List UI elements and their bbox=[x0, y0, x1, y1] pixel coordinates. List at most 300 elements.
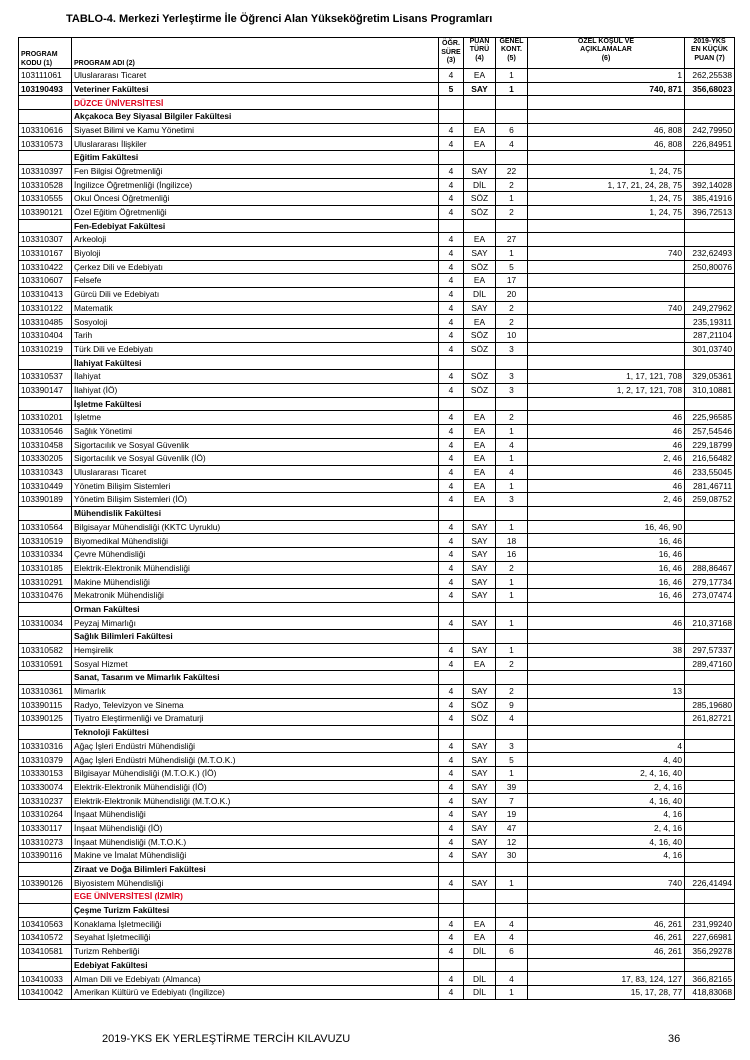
program-name-cell: Tiyatro Eleştirmenliği ve Dramaturji bbox=[72, 712, 439, 726]
program-name-cell: Felsefe bbox=[72, 274, 439, 288]
program-code-cell: 103330153 bbox=[19, 767, 72, 781]
score-type-cell: SAY bbox=[464, 589, 496, 603]
document-title: TABLO-4. Merkezi Yerleştirme İle Öğrenci Alan Yükseköğretim Lisans Programları bbox=[66, 13, 493, 25]
min-score-cell: 287,21104 bbox=[685, 329, 735, 343]
duration-cell: 4 bbox=[439, 767, 464, 781]
quota-cell: 30 bbox=[496, 849, 528, 863]
program-name-cell: Sosyal Hizmet bbox=[72, 657, 439, 671]
duration-cell: 4 bbox=[439, 205, 464, 219]
score-type-cell: EA bbox=[464, 424, 496, 438]
table-row bbox=[19, 260, 735, 274]
score-type-cell bbox=[464, 630, 496, 644]
table-row bbox=[19, 178, 735, 192]
special-conditions-cell bbox=[528, 260, 685, 274]
special-conditions-cell bbox=[528, 657, 685, 671]
special-conditions-cell: 13 bbox=[528, 684, 685, 698]
table-row bbox=[19, 876, 735, 890]
special-conditions-cell bbox=[528, 233, 685, 247]
program-code-cell bbox=[19, 602, 72, 616]
special-conditions-cell: 16, 46, 90 bbox=[528, 520, 685, 534]
header-line: AÇIKLAMALAR bbox=[580, 46, 632, 54]
table-row bbox=[19, 780, 735, 794]
program-code-cell: 103330074 bbox=[19, 780, 72, 794]
quota-cell: 2 bbox=[496, 684, 528, 698]
table-row bbox=[19, 575, 735, 589]
score-type-cell bbox=[464, 602, 496, 616]
special-conditions-cell bbox=[528, 862, 685, 876]
min-score-cell: 210,37168 bbox=[685, 616, 735, 630]
table-row bbox=[19, 370, 735, 384]
min-score-cell: 233,55045 bbox=[685, 465, 735, 479]
program-name-cell: Arkeoloji bbox=[72, 233, 439, 247]
min-score-cell bbox=[685, 890, 735, 904]
table-row bbox=[19, 424, 735, 438]
header-line: GENEL bbox=[499, 38, 524, 45]
score-type-cell: SAY bbox=[464, 534, 496, 548]
programs-table bbox=[18, 37, 735, 1000]
score-type-cell: SAY bbox=[464, 82, 496, 96]
quota-cell bbox=[496, 507, 528, 521]
program-name-cell: Elektrik-Elektronik Mühendisliği (İÖ) bbox=[72, 780, 439, 794]
program-code-cell: 103390116 bbox=[19, 849, 72, 863]
program-code-cell: 103390125 bbox=[19, 712, 72, 726]
duration-cell: 4 bbox=[439, 438, 464, 452]
score-type-cell: EA bbox=[464, 917, 496, 931]
program-code-cell: 103310582 bbox=[19, 643, 72, 657]
duration-cell: 4 bbox=[439, 780, 464, 794]
program-code-cell: 103310476 bbox=[19, 589, 72, 603]
quota-cell: 17 bbox=[496, 274, 528, 288]
program-name-cell: Veteriner Fakültesi bbox=[72, 82, 439, 96]
duration-cell: 4 bbox=[439, 739, 464, 753]
program-name-cell: Bilgisayar Mühendisliği (M.T.O.K.) (İÖ) bbox=[72, 767, 439, 781]
special-conditions-cell: 46 bbox=[528, 479, 685, 493]
header-score-type bbox=[464, 38, 496, 69]
duration-cell bbox=[439, 602, 464, 616]
program-code-cell: 103310397 bbox=[19, 164, 72, 178]
score-type-cell: SÖZ bbox=[464, 342, 496, 356]
special-conditions-cell bbox=[528, 958, 685, 972]
program-code-cell: 103310307 bbox=[19, 233, 72, 247]
quota-cell: 1 bbox=[496, 424, 528, 438]
table-row bbox=[19, 315, 735, 329]
program-code-cell: 103310334 bbox=[19, 548, 72, 562]
program-name-cell: Mimarlık bbox=[72, 684, 439, 698]
min-score-cell: 257,54546 bbox=[685, 424, 735, 438]
special-conditions-cell: 46 bbox=[528, 424, 685, 438]
faculty-heading-row bbox=[19, 219, 735, 233]
score-type-cell bbox=[464, 507, 496, 521]
program-code-cell: 103310616 bbox=[19, 123, 72, 137]
quota-cell: 1 bbox=[496, 767, 528, 781]
duration-cell bbox=[439, 356, 464, 370]
score-type-cell bbox=[464, 110, 496, 124]
score-type-cell: SAY bbox=[464, 520, 496, 534]
table-row bbox=[19, 548, 735, 562]
min-score-cell bbox=[685, 835, 735, 849]
score-type-cell: SAY bbox=[464, 739, 496, 753]
min-score-cell bbox=[685, 780, 735, 794]
score-type-cell: EA bbox=[464, 315, 496, 329]
duration-cell: 4 bbox=[439, 945, 464, 959]
quota-cell: 6 bbox=[496, 945, 528, 959]
duration-cell: 4 bbox=[439, 411, 464, 425]
min-score-cell: 385,41916 bbox=[685, 192, 735, 206]
score-type-cell: SÖZ bbox=[464, 260, 496, 274]
table-row bbox=[19, 712, 735, 726]
duration-cell bbox=[439, 397, 464, 411]
min-score-cell: 289,47160 bbox=[685, 657, 735, 671]
score-type-cell: EA bbox=[464, 479, 496, 493]
table-row bbox=[19, 657, 735, 671]
program-name-cell: Çevre Mühendisliği bbox=[72, 548, 439, 562]
program-name-cell: İlahiyat bbox=[72, 370, 439, 384]
special-conditions-cell bbox=[528, 342, 685, 356]
program-code-cell: 103310201 bbox=[19, 411, 72, 425]
min-score-cell: 250,80076 bbox=[685, 260, 735, 274]
special-conditions-cell: 38 bbox=[528, 643, 685, 657]
min-score-cell bbox=[685, 602, 735, 616]
table-row bbox=[19, 438, 735, 452]
min-score-cell: 366,82165 bbox=[685, 972, 735, 986]
duration-cell: 4 bbox=[439, 137, 464, 151]
program-code-cell: 103410042 bbox=[19, 986, 72, 1000]
score-type-cell bbox=[464, 890, 496, 904]
min-score-cell: 242,79950 bbox=[685, 123, 735, 137]
special-conditions-cell: 2, 46 bbox=[528, 493, 685, 507]
quota-cell: 1 bbox=[496, 589, 528, 603]
score-type-cell: SAY bbox=[464, 548, 496, 562]
score-type-cell: SAY bbox=[464, 684, 496, 698]
special-conditions-cell: 2, 4, 16 bbox=[528, 780, 685, 794]
quota-cell: 39 bbox=[496, 780, 528, 794]
table-row bbox=[19, 192, 735, 206]
program-name-cell: DÜZCE ÜNİVERSİTESİ bbox=[72, 96, 439, 110]
special-conditions-cell: 46 bbox=[528, 465, 685, 479]
quota-cell: 1 bbox=[496, 520, 528, 534]
quota-cell: 4 bbox=[496, 465, 528, 479]
min-score-cell bbox=[685, 808, 735, 822]
duration-cell: 4 bbox=[439, 342, 464, 356]
program-code-cell: 103310573 bbox=[19, 137, 72, 151]
header-line: SÜRE bbox=[441, 48, 461, 56]
table-row bbox=[19, 739, 735, 753]
duration-cell bbox=[439, 219, 464, 233]
score-type-cell bbox=[464, 151, 496, 165]
program-code-cell: 103310458 bbox=[19, 438, 72, 452]
program-name-cell: Ağaç İşleri Endüstri Mühendisliği bbox=[72, 739, 439, 753]
table-row bbox=[19, 233, 735, 247]
duration-cell bbox=[439, 862, 464, 876]
min-score-cell bbox=[685, 862, 735, 876]
duration-cell: 4 bbox=[439, 274, 464, 288]
min-score-cell bbox=[685, 753, 735, 767]
min-score-cell bbox=[685, 356, 735, 370]
program-code-cell: 103310607 bbox=[19, 274, 72, 288]
footer-guide-title: 2019-YKS EK YERLEŞTİRME TERCİH KILAVUZU bbox=[102, 1033, 351, 1045]
min-score-cell bbox=[685, 534, 735, 548]
quota-cell bbox=[496, 862, 528, 876]
table-row bbox=[19, 589, 735, 603]
program-code-cell: 103310404 bbox=[19, 329, 72, 343]
duration-cell: 4 bbox=[439, 712, 464, 726]
min-score-cell: 418,83068 bbox=[685, 986, 735, 1000]
special-conditions-cell: 4, 40 bbox=[528, 753, 685, 767]
duration-cell: 5 bbox=[439, 82, 464, 96]
program-code-cell: 103310528 bbox=[19, 178, 72, 192]
special-conditions-cell: 16, 46 bbox=[528, 534, 685, 548]
header-row bbox=[19, 38, 735, 69]
program-code-cell: 103111061 bbox=[19, 69, 72, 83]
min-score-cell: 226,84951 bbox=[685, 137, 735, 151]
score-type-cell bbox=[464, 397, 496, 411]
header-line: ÖĞR. bbox=[442, 40, 460, 48]
min-score-cell: 227,66981 bbox=[685, 931, 735, 945]
duration-cell: 4 bbox=[439, 986, 464, 1000]
header-line: PROGRAM ADI (2) bbox=[74, 59, 135, 67]
quota-cell: 3 bbox=[496, 370, 528, 384]
program-name-cell: Yönetim Bilişim Sistemleri bbox=[72, 479, 439, 493]
quota-cell: 1 bbox=[496, 192, 528, 206]
program-code-cell: 103330117 bbox=[19, 821, 72, 835]
duration-cell: 4 bbox=[439, 575, 464, 589]
score-type-cell bbox=[464, 356, 496, 370]
faculty-heading-row bbox=[19, 602, 735, 616]
table-row bbox=[19, 342, 735, 356]
duration-cell: 4 bbox=[439, 329, 464, 343]
quota-cell: 2 bbox=[496, 301, 528, 315]
program-name-cell: Sosyoloji bbox=[72, 315, 439, 329]
table-row bbox=[19, 288, 735, 302]
special-conditions-cell: 46, 261 bbox=[528, 931, 685, 945]
duration-cell: 4 bbox=[439, 876, 464, 890]
special-conditions-cell: 46, 261 bbox=[528, 945, 685, 959]
quota-cell bbox=[496, 219, 528, 233]
duration-cell bbox=[439, 958, 464, 972]
min-score-cell bbox=[685, 110, 735, 124]
min-score-cell: 261,82721 bbox=[685, 712, 735, 726]
duration-cell: 4 bbox=[439, 684, 464, 698]
program-code-cell: 103310422 bbox=[19, 260, 72, 274]
duration-cell: 4 bbox=[439, 465, 464, 479]
program-code-cell: 103410563 bbox=[19, 917, 72, 931]
header-line: (4) bbox=[475, 54, 484, 62]
program-name-cell: Sigortacılık ve Sosyal Güvenlik (İÖ) bbox=[72, 452, 439, 466]
header-line: (5) bbox=[507, 54, 516, 62]
program-code-cell: 103310034 bbox=[19, 616, 72, 630]
score-type-cell: EA bbox=[464, 137, 496, 151]
header-line: 2019-YKS bbox=[693, 38, 726, 45]
quota-cell: 27 bbox=[496, 233, 528, 247]
program-code-cell: 103310379 bbox=[19, 753, 72, 767]
program-name-cell: Biyoloji bbox=[72, 246, 439, 260]
min-score-cell bbox=[685, 548, 735, 562]
faculty-heading-row bbox=[19, 630, 735, 644]
program-name-cell: Teknoloji Fakültesi bbox=[72, 726, 439, 740]
table-row bbox=[19, 452, 735, 466]
header-line: EN KÜÇÜK bbox=[691, 46, 728, 54]
program-name-cell: Okul Öncesi Öğretmenliği bbox=[72, 192, 439, 206]
faculty-heading-row bbox=[19, 671, 735, 685]
special-conditions-cell: 740 bbox=[528, 301, 685, 315]
table-row bbox=[19, 479, 735, 493]
table-row bbox=[19, 945, 735, 959]
score-type-cell: SAY bbox=[464, 753, 496, 767]
min-score-cell: 356,68023 bbox=[685, 82, 735, 96]
duration-cell bbox=[439, 151, 464, 165]
program-name-cell: Elektrik-Elektronik Mühendisliği bbox=[72, 561, 439, 575]
quota-cell: 4 bbox=[496, 137, 528, 151]
quota-cell bbox=[496, 96, 528, 110]
program-name-cell: Çerkez Dili ve Edebiyatı bbox=[72, 260, 439, 274]
header-line: (6) bbox=[601, 54, 611, 62]
duration-cell: 4 bbox=[439, 383, 464, 397]
duration-cell: 4 bbox=[439, 931, 464, 945]
table-row bbox=[19, 274, 735, 288]
score-type-cell: SAY bbox=[464, 575, 496, 589]
quota-cell: 22 bbox=[496, 164, 528, 178]
table-row bbox=[19, 643, 735, 657]
score-type-cell: SÖZ bbox=[464, 370, 496, 384]
program-code-cell bbox=[19, 110, 72, 124]
program-code-cell: 103310591 bbox=[19, 657, 72, 671]
score-type-cell: SÖZ bbox=[464, 192, 496, 206]
program-code-cell: 103310537 bbox=[19, 370, 72, 384]
quota-cell: 5 bbox=[496, 753, 528, 767]
program-code-cell bbox=[19, 397, 72, 411]
duration-cell: 4 bbox=[439, 849, 464, 863]
special-conditions-cell bbox=[528, 329, 685, 343]
min-score-cell: 310,10881 bbox=[685, 383, 735, 397]
program-code-cell: 103310361 bbox=[19, 684, 72, 698]
duration-cell bbox=[439, 96, 464, 110]
special-conditions-cell bbox=[528, 903, 685, 917]
score-type-cell: SÖZ bbox=[464, 712, 496, 726]
quota-cell: 1 bbox=[496, 246, 528, 260]
quota-cell: 2 bbox=[496, 178, 528, 192]
duration-cell: 4 bbox=[439, 370, 464, 384]
duration-cell: 4 bbox=[439, 753, 464, 767]
program-name-cell: Turizm Rehberliği bbox=[72, 945, 439, 959]
min-score-cell bbox=[685, 507, 735, 521]
program-name-cell: Ağaç İşleri Endüstri Mühendisliği (M.T.O.K.) bbox=[72, 753, 439, 767]
table-row bbox=[19, 301, 735, 315]
special-conditions-cell bbox=[528, 96, 685, 110]
program-code-cell bbox=[19, 219, 72, 233]
min-score-cell bbox=[685, 739, 735, 753]
header-duration bbox=[439, 38, 464, 69]
program-name-cell: Makine ve İmalat Mühendisliği bbox=[72, 849, 439, 863]
duration-cell: 4 bbox=[439, 794, 464, 808]
duration-cell: 4 bbox=[439, 917, 464, 931]
score-type-cell: EA bbox=[464, 411, 496, 425]
quota-cell: 1 bbox=[496, 575, 528, 589]
score-type-cell: SAY bbox=[464, 643, 496, 657]
program-code-cell bbox=[19, 862, 72, 876]
special-conditions-cell bbox=[528, 315, 685, 329]
special-conditions-cell: 16, 46 bbox=[528, 575, 685, 589]
min-score-cell: 216,56482 bbox=[685, 452, 735, 466]
score-type-cell: SÖZ bbox=[464, 329, 496, 343]
min-score-cell bbox=[685, 164, 735, 178]
table-row bbox=[19, 164, 735, 178]
program-name-cell: Özel Eğitim Öğretmenliği bbox=[72, 205, 439, 219]
quota-cell: 1 bbox=[496, 876, 528, 890]
table-row bbox=[19, 411, 735, 425]
faculty-heading-row bbox=[19, 356, 735, 370]
table-row bbox=[19, 972, 735, 986]
program-name-cell: Fen Bilgisi Öğretmenliği bbox=[72, 164, 439, 178]
min-score-cell: 297,57337 bbox=[685, 643, 735, 657]
min-score-cell: 329,05361 bbox=[685, 370, 735, 384]
score-type-cell: SÖZ bbox=[464, 698, 496, 712]
faculty-heading-row bbox=[19, 958, 735, 972]
program-code-cell bbox=[19, 671, 72, 685]
quota-cell: 18 bbox=[496, 534, 528, 548]
program-code-cell: 103330205 bbox=[19, 452, 72, 466]
header-line: (3) bbox=[446, 57, 456, 65]
special-conditions-cell: 46 bbox=[528, 438, 685, 452]
duration-cell: 4 bbox=[439, 643, 464, 657]
table-row bbox=[19, 821, 735, 835]
table-row bbox=[19, 205, 735, 219]
special-conditions-cell bbox=[528, 890, 685, 904]
score-type-cell: SAY bbox=[464, 246, 496, 260]
score-type-cell: EA bbox=[464, 69, 496, 83]
special-conditions-cell: 4, 16, 40 bbox=[528, 835, 685, 849]
duration-cell bbox=[439, 890, 464, 904]
faculty-heading-row bbox=[19, 110, 735, 124]
min-score-cell bbox=[685, 288, 735, 302]
program-name-cell: Sanat, Tasarım ve Mimarlık Fakültesi bbox=[72, 671, 439, 685]
faculty-heading-row bbox=[19, 903, 735, 917]
score-type-cell: SAY bbox=[464, 164, 496, 178]
special-conditions-cell: 1, 17, 21, 24, 28, 75 bbox=[528, 178, 685, 192]
table-row bbox=[19, 684, 735, 698]
quota-cell bbox=[496, 671, 528, 685]
special-conditions-cell bbox=[528, 356, 685, 370]
min-score-cell bbox=[685, 767, 735, 781]
min-score-cell bbox=[685, 794, 735, 808]
program-name-cell: Matematik bbox=[72, 301, 439, 315]
quota-cell: 10 bbox=[496, 329, 528, 343]
special-conditions-cell: 2, 4, 16 bbox=[528, 821, 685, 835]
program-name-cell: Gürcü Dili ve Edebiyatı bbox=[72, 288, 439, 302]
table-row bbox=[19, 849, 735, 863]
table-row bbox=[19, 561, 735, 575]
quota-cell: 4 bbox=[496, 438, 528, 452]
program-name-cell: Türk Dili ve Edebiyatı bbox=[72, 342, 439, 356]
header-line: KODU (1) bbox=[21, 59, 53, 67]
program-code-cell: 103310485 bbox=[19, 315, 72, 329]
score-type-cell: DİL bbox=[464, 986, 496, 1000]
duration-cell: 4 bbox=[439, 288, 464, 302]
special-conditions-cell bbox=[528, 630, 685, 644]
duration-cell: 4 bbox=[439, 479, 464, 493]
program-name-cell: Alman Dili ve Edebiyatı (Almanca) bbox=[72, 972, 439, 986]
program-name-cell: İşletme bbox=[72, 411, 439, 425]
quota-cell: 4 bbox=[496, 972, 528, 986]
quota-cell: 3 bbox=[496, 493, 528, 507]
program-name-cell: Uluslararası Ticaret bbox=[72, 465, 439, 479]
program-name-cell: İlahiyat Fakültesi bbox=[72, 356, 439, 370]
min-score-cell bbox=[685, 684, 735, 698]
program-code-cell: 103310555 bbox=[19, 192, 72, 206]
duration-cell: 4 bbox=[439, 821, 464, 835]
special-conditions-cell: 46, 808 bbox=[528, 137, 685, 151]
duration-cell: 4 bbox=[439, 520, 464, 534]
score-type-cell bbox=[464, 726, 496, 740]
